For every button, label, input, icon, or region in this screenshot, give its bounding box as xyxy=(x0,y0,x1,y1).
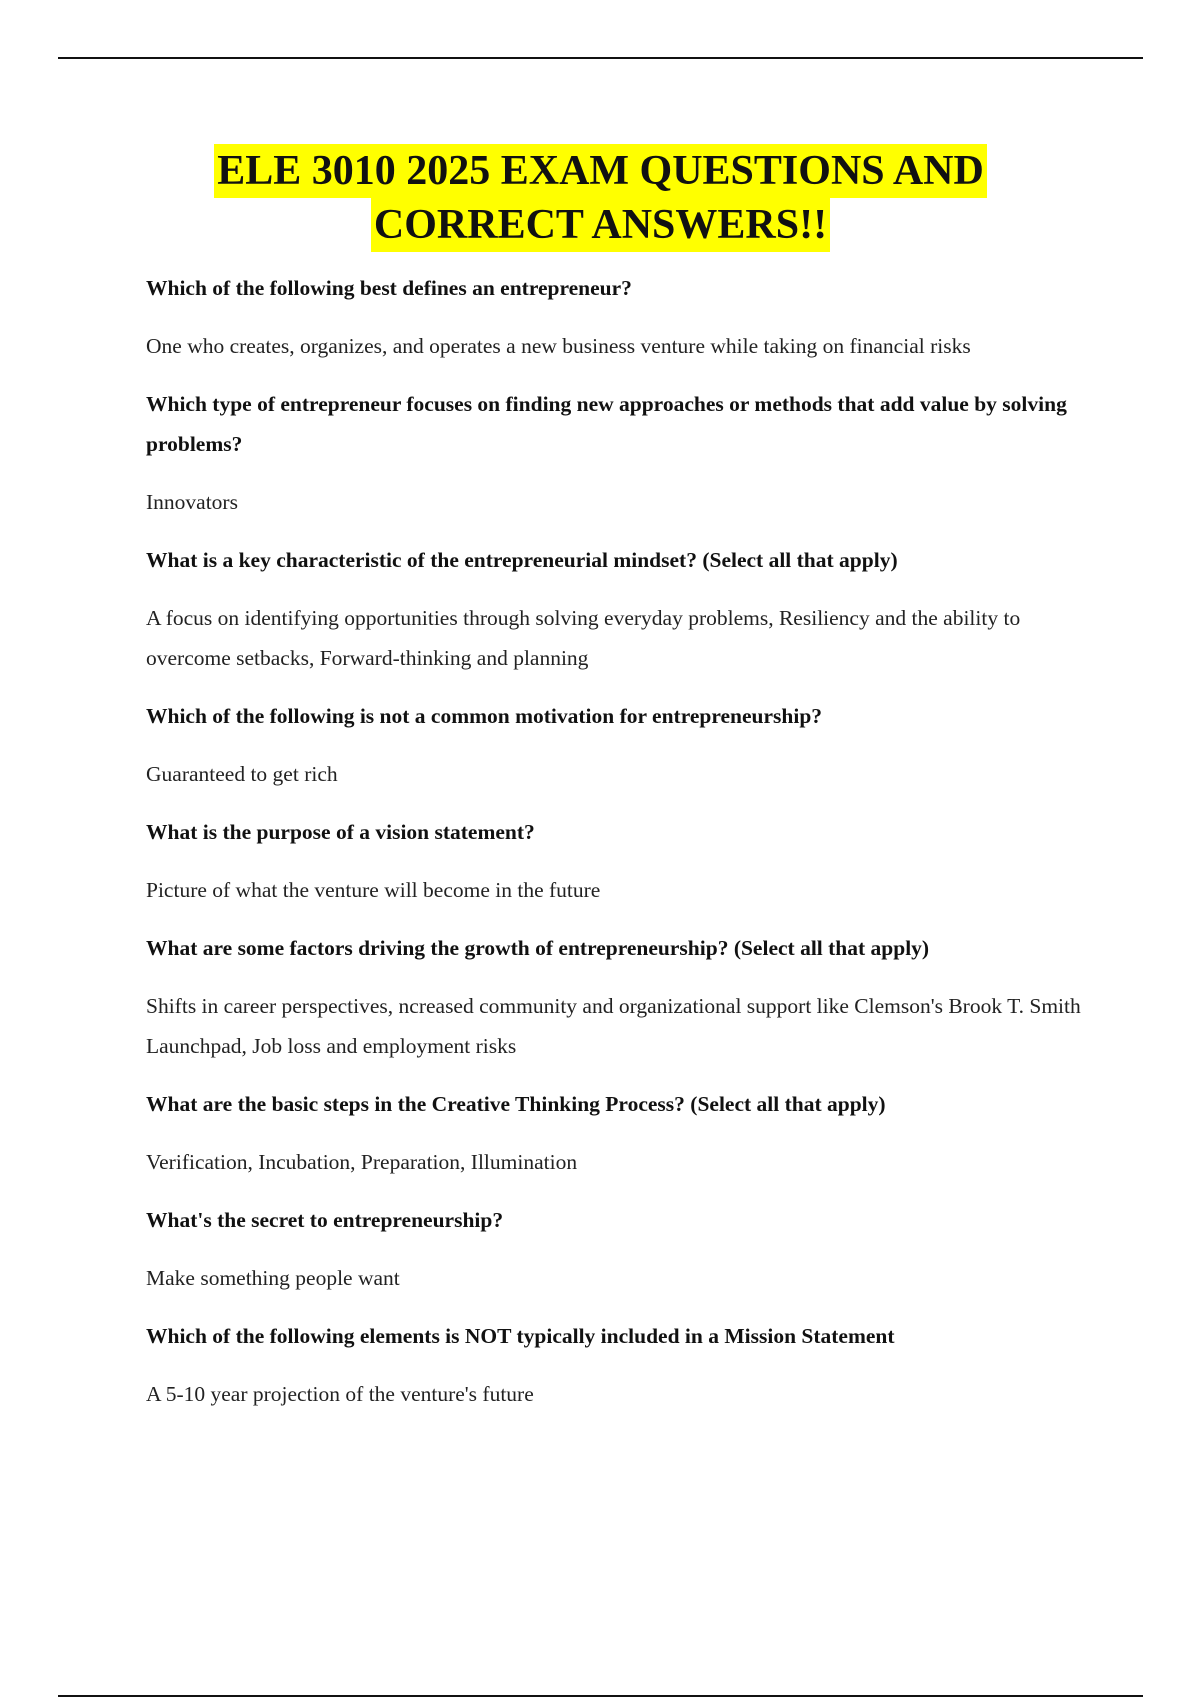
answer: Verification, Incubation, Preparation, Illumination xyxy=(146,1150,578,1174)
question: Which of the following best defines an entrepreneur? xyxy=(146,276,632,300)
question: Which type of entrepreneur focuses on finding new approaches or methods that add value by solving problems? xyxy=(146,392,1067,456)
top-rule xyxy=(58,57,1143,59)
qa-item xyxy=(146,540,1086,678)
answer: A 5-10 year projection of the venture's future xyxy=(146,1382,534,1406)
answer: A focus on identifying opportunities through solving everyday problems, Resiliency and the ability to overcome setbacks, Forward-thinking and planning xyxy=(146,606,1021,670)
qa-item xyxy=(146,1200,1086,1298)
qa-item xyxy=(146,268,1086,366)
answer: One who creates, organizes, and operates a new business venture while taking on financial risks xyxy=(146,334,971,358)
qa-list xyxy=(146,268,1086,1432)
question: Which of the following elements is NOT typically included in a Mission Statement xyxy=(146,1324,895,1348)
qa-item xyxy=(146,696,1086,794)
answer: Picture of what the venture will become in the future xyxy=(146,878,601,902)
answer: Guaranteed to get rich xyxy=(146,762,338,786)
answer: Shifts in career perspectives, ncreased community and organizational support like Clemson's Brook T. Smith Launchpad, Job loss and employment risks xyxy=(146,994,1081,1058)
qa-item xyxy=(146,1316,1086,1414)
title-line-1: ELE 3010 2025 EXAM QUESTIONS AND xyxy=(214,144,987,198)
answer: Make something people want xyxy=(146,1266,400,1290)
qa-item xyxy=(146,812,1086,910)
question: What's the secret to entrepreneurship? xyxy=(146,1208,504,1232)
qa-item xyxy=(146,1084,1086,1182)
question: Which of the following is not a common motivation for entrepreneurship? xyxy=(146,704,823,728)
title-line-2: CORRECT ANSWERS!! xyxy=(371,198,830,252)
qa-item xyxy=(146,384,1086,522)
document-title xyxy=(58,144,1143,252)
bottom-rule xyxy=(58,1695,1143,1697)
qa-item xyxy=(146,928,1086,1066)
question: What are some factors driving the growth of entrepreneurship? (Select all that apply) xyxy=(146,936,930,960)
question: What is a key characteristic of the entrepreneurial mindset? (Select all that apply) xyxy=(146,548,898,572)
question: What is the purpose of a vision statement? xyxy=(146,820,535,844)
question: What are the basic steps in the Creative Thinking Process? (Select all that apply) xyxy=(146,1092,886,1116)
answer: Innovators xyxy=(146,490,238,514)
